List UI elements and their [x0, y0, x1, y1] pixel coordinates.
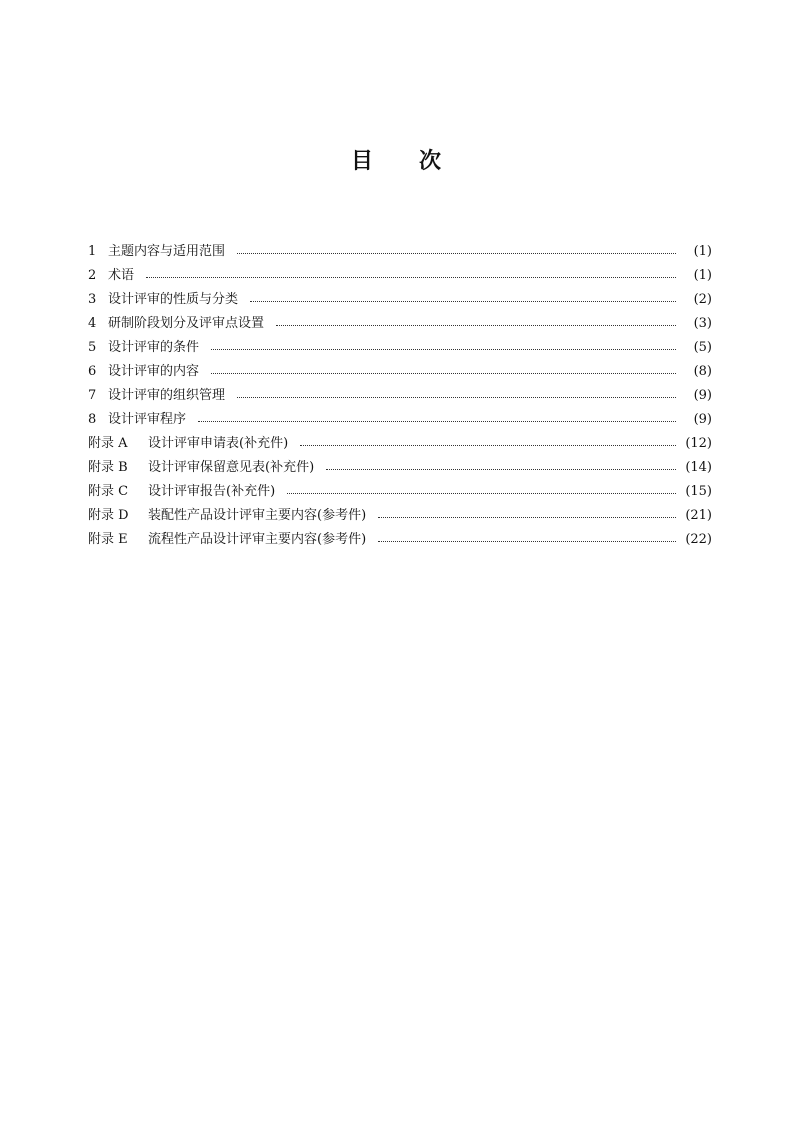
- toc-entry-page: (5): [693, 340, 712, 355]
- toc-entry-label: 设计评审的条件: [108, 340, 200, 355]
- page-title-char-2: 次: [419, 149, 442, 174]
- toc-entry-label: 设计评审的内容: [108, 364, 200, 379]
- dot-leader: [198, 421, 676, 422]
- toc-entry[interactable]: [88, 432, 712, 456]
- toc-entry-page: (2): [693, 292, 712, 307]
- toc-entry-number: 3: [88, 292, 97, 307]
- toc-entry-label: 术语: [108, 268, 135, 283]
- toc-entry-label: 主题内容与适用范围: [108, 244, 226, 259]
- dot-leader: [276, 325, 676, 326]
- toc-entry-number: 8: [88, 412, 97, 427]
- toc-entry-number: 附录 D: [88, 508, 129, 523]
- toc-entry-page: (14): [685, 460, 712, 475]
- toc-entry-number: 2: [88, 268, 97, 283]
- page-title: [0, 144, 792, 175]
- toc-entry[interactable]: [88, 336, 712, 360]
- dot-leader: [211, 373, 676, 374]
- toc-entry[interactable]: [88, 456, 712, 480]
- dot-leader: [300, 445, 676, 446]
- toc-entry-label: 装配性产品设计评审主要内容(参考件): [148, 508, 367, 523]
- page-title-char-1: 目: [350, 149, 373, 174]
- dot-leader: [326, 469, 676, 470]
- toc-entry-page: (9): [693, 388, 712, 403]
- toc-entry[interactable]: [88, 384, 712, 408]
- toc-entry-number: 附录 C: [88, 484, 129, 499]
- toc-entry[interactable]: [88, 480, 712, 504]
- toc-entry-page: (3): [693, 316, 712, 331]
- toc-entry[interactable]: [88, 504, 712, 528]
- toc-entry-number: 附录 A: [88, 436, 128, 451]
- toc-entry[interactable]: [88, 264, 712, 288]
- table-of-contents: [88, 240, 712, 552]
- dot-leader: [237, 397, 676, 398]
- toc-entry-page: (12): [685, 436, 712, 451]
- dot-leader: [211, 349, 676, 350]
- toc-entry-page: (8): [693, 364, 712, 379]
- toc-entry-label: 研制阶段划分及评审点设置: [108, 316, 265, 331]
- toc-entry-label: 流程性产品设计评审主要内容(参考件): [148, 532, 367, 547]
- toc-entry-label: 设计评审保留意见表(补充件): [148, 460, 315, 475]
- toc-entry-number: 附录 E: [88, 532, 128, 547]
- toc-entry-page: (21): [685, 508, 712, 523]
- dot-leader: [378, 541, 676, 542]
- toc-entry-label: 设计评审申请表(补充件): [148, 436, 289, 451]
- toc-entry-number: 6: [88, 364, 97, 379]
- toc-entry-label: 设计评审报告(补充件): [148, 484, 276, 499]
- toc-entry-number: 4: [88, 316, 97, 331]
- toc-entry-page: (22): [685, 532, 712, 547]
- toc-entry[interactable]: [88, 240, 712, 264]
- toc-entry-number: 7: [88, 388, 97, 403]
- toc-entry-page: (1): [693, 268, 712, 283]
- toc-entry-page: (15): [685, 484, 712, 499]
- toc-entry-number: 附录 B: [88, 460, 128, 475]
- toc-entry-page: (9): [693, 412, 712, 427]
- dot-leader: [287, 493, 676, 494]
- dot-leader: [146, 277, 676, 278]
- toc-entry-number: 1: [88, 244, 97, 259]
- toc-entry[interactable]: [88, 312, 712, 336]
- toc-entry[interactable]: [88, 408, 712, 432]
- dot-leader: [250, 301, 676, 302]
- toc-entry[interactable]: [88, 360, 712, 384]
- toc-entry[interactable]: [88, 528, 712, 552]
- toc-entry-page: (1): [693, 244, 712, 259]
- dot-leader: [237, 253, 676, 254]
- toc-entry-label: 设计评审程序: [108, 412, 187, 427]
- dot-leader: [378, 517, 676, 518]
- toc-entry-label: 设计评审的组织管理: [108, 388, 226, 403]
- toc-entry-number: 5: [88, 340, 97, 355]
- toc-entry-label: 设计评审的性质与分类: [108, 292, 239, 307]
- toc-entry[interactable]: [88, 288, 712, 312]
